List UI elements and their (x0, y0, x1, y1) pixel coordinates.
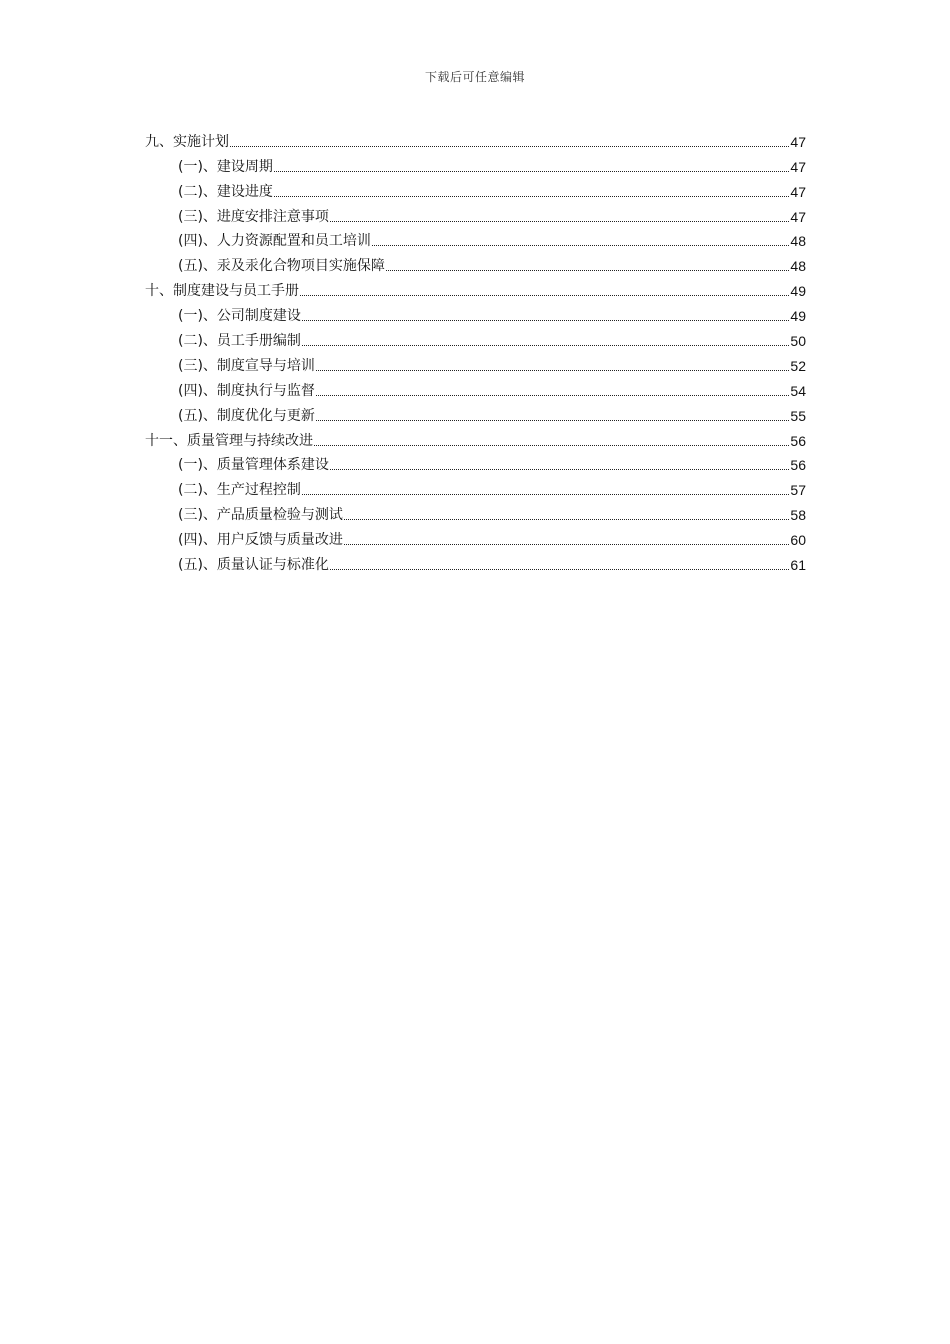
toc-dot-leader (344, 519, 789, 520)
toc-page-number: 48 (790, 258, 806, 275)
toc-section-entry[interactable] (145, 499, 806, 524)
toc-section-entry[interactable] (145, 325, 806, 350)
toc-dot-leader (230, 146, 789, 147)
toc-section-entry[interactable] (145, 450, 806, 475)
toc-chapter-entry[interactable] (145, 275, 806, 300)
toc-entry-title: 十一、质量管理与持续改进 (145, 432, 313, 449)
toc-section-entry[interactable] (145, 375, 806, 400)
toc-dot-leader (330, 469, 789, 470)
toc-entry-title: (三)、进度安排注意事项 (178, 208, 329, 225)
toc-page-number: 55 (790, 407, 806, 424)
toc-dot-leader (302, 320, 789, 321)
toc-section-entry[interactable] (145, 151, 806, 176)
toc-page-number: 54 (790, 382, 806, 399)
toc-entry-title: (五)、质量认证与标准化 (178, 557, 329, 574)
toc-dot-leader (330, 569, 789, 570)
toc-page-number: 58 (790, 507, 806, 524)
toc-page-number: 50 (790, 333, 806, 350)
toc-page-number: 57 (790, 482, 806, 499)
toc-dot-leader (316, 370, 789, 371)
toc-page-number: 61 (790, 557, 806, 574)
toc-entry-title: (四)、人力资源配置和员工培训 (178, 233, 371, 250)
toc-page-number: 47 (790, 183, 806, 200)
toc-section-entry[interactable] (145, 226, 806, 251)
toc-dot-leader (274, 171, 789, 172)
toc-dot-leader (386, 270, 789, 271)
toc-section-entry[interactable] (145, 300, 806, 325)
toc-dot-leader (302, 494, 789, 495)
toc-entry-title: (一)、公司制度建设 (178, 308, 301, 325)
toc-entry-title: (四)、制度执行与监督 (178, 382, 315, 399)
toc-page-number: 56 (790, 432, 806, 449)
toc-entry-title: (一)、建设周期 (178, 158, 273, 175)
toc-entry-title: 九、实施计划 (145, 133, 229, 150)
toc-page-number: 48 (790, 233, 806, 250)
table-of-contents (145, 126, 806, 574)
toc-section-entry[interactable] (145, 549, 806, 574)
toc-entry-title: (一)、质量管理体系建设 (178, 457, 329, 474)
toc-entry-title: (二)、生产过程控制 (178, 482, 301, 499)
toc-section-entry[interactable] (145, 474, 806, 499)
toc-section-entry[interactable] (145, 250, 806, 275)
toc-page-number: 60 (790, 532, 806, 549)
toc-chapter-entry[interactable] (145, 425, 806, 450)
toc-section-entry[interactable] (145, 350, 806, 375)
toc-entry-title: (五)、汞及汞化合物项目实施保障 (178, 258, 385, 275)
toc-chapter-entry[interactable] (145, 126, 806, 151)
toc-entry-title: (三)、制度宣导与培训 (178, 357, 315, 374)
page-header: 下载后可任意编辑 (424, 70, 525, 84)
toc-page-number: 56 (790, 457, 806, 474)
toc-entry-title: (二)、员工手册编制 (178, 333, 301, 350)
toc-dot-leader (316, 395, 789, 396)
toc-dot-leader (316, 420, 789, 421)
toc-dot-leader (274, 196, 789, 197)
toc-section-entry[interactable] (145, 400, 806, 425)
toc-section-entry[interactable] (145, 176, 806, 201)
toc-entry-title: (四)、用户反馈与质量改进 (178, 532, 343, 549)
toc-dot-leader (344, 544, 789, 545)
toc-section-entry[interactable] (145, 201, 806, 226)
toc-dot-leader (300, 295, 789, 296)
toc-entry-title: (二)、建设进度 (178, 183, 273, 200)
toc-page-number: 52 (790, 357, 806, 374)
toc-page-number: 49 (790, 308, 806, 325)
toc-page-number: 47 (790, 158, 806, 175)
toc-dot-leader (372, 245, 789, 246)
toc-entry-title: (五)、制度优化与更新 (178, 407, 315, 424)
toc-dot-leader (302, 345, 789, 346)
toc-page-number: 49 (790, 283, 806, 300)
toc-entry-title: (三)、产品质量检验与测试 (178, 507, 343, 524)
toc-dot-leader (330, 221, 789, 222)
toc-page-number: 47 (790, 133, 806, 150)
toc-section-entry[interactable] (145, 524, 806, 549)
toc-page-number: 47 (790, 208, 806, 225)
toc-entry-title: 十、制度建设与员工手册 (145, 283, 299, 300)
toc-dot-leader (314, 445, 789, 446)
